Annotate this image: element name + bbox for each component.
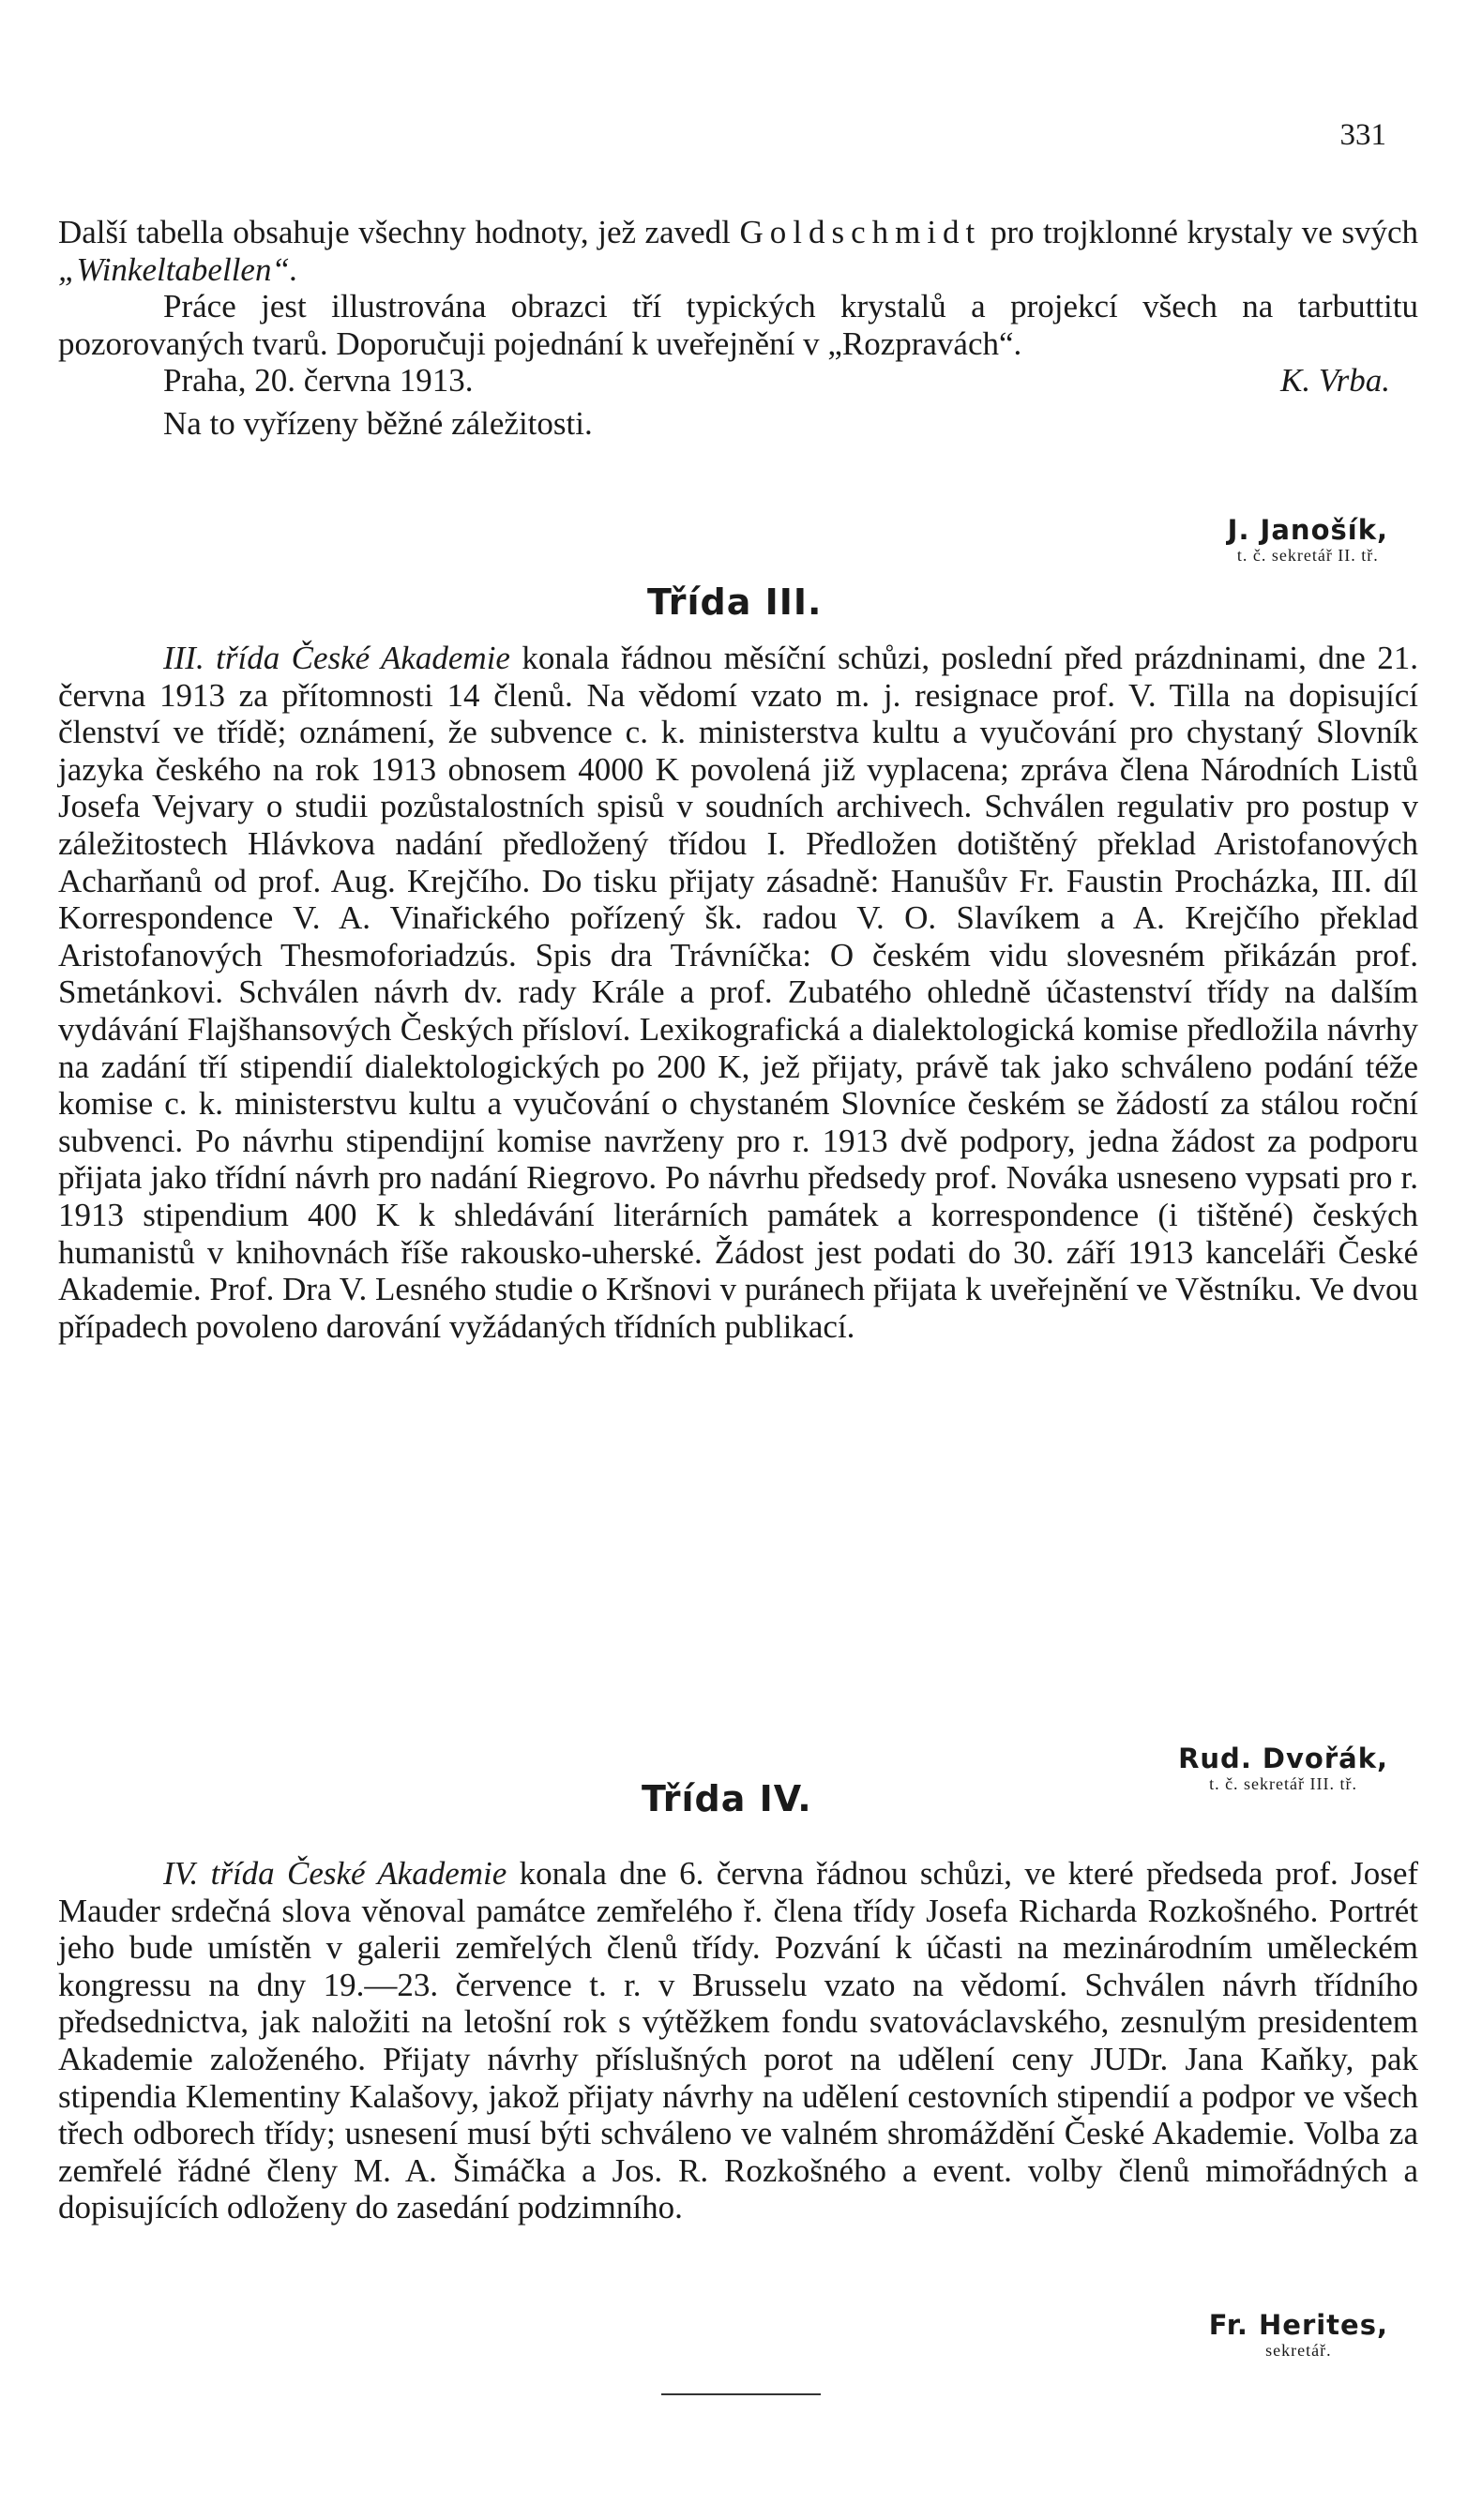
section-iii-text: konala řádnou měsíční schůzi, poslední před prázdninami, dne 21. června 1913 za přítomnosti 14 členů. Na vědomí vzato m. j. resignace prof. V. Tilla na dopisující členství ve třídě; oznámení, že subvence c. k. ministerstva kultu a vyučování pro chystaný Slovník jazyka českého na rok 1913 obnosem 4000 K povolená již vyplacena; zpráva člena Národních Listů Josefa Vejvary o studii pozůstalostních spisů v soudních archivech. Schválen regulativ pro postup v záležitostech Hlávkova nadání předložený třídou I. Předložen dotištěný překlad Aristofanových Acharňanů od prof. Aug. Krejčího. Do tisku přijaty zásadně: Hanušův Fr. Faustin Procházka, III. díl Korrespondence V. A. Vinařického pořízený šk. radou V. O. Slavíkem a A. Krejčího překlad Aristofanových Thesmoforiadzús. Spis dra Trávníčka: O českém vidu slovesném přikázán prof. Smetánkovi. Schválen návrh dv. rady Krále a prof. Zubatého ohledně účastenství třídy na dalším vydávání Flajšhansových Českých přísloví. Lexikografická a dialektologická komise předložila návrhy na zadání tří stipendií dialektologických po 200 K, jež přijaty, právě tak jako schváleno podání téže komise c. k. ministerstvu kultu a vyučování o chystaném Slovníce českém se žádostí za stálou roční subvenci. Po návrhu stipendijní komise navrženy pro r. 1913 dvě podpory, jedna žádost za podporu přijata jako třídní návrh pro nadání Riegrovo. Po návrhu předsedy prof. Nováka usneseno vypsati pro r. 1913 stipendium 400 K k shledávání literárních památek a korrespondence (i tištěné) českých humanistů v knihovnách říše rakousko-uherské. Žádost jest podati do 30. září 1913 kanceláři České Akademie. Prof. Dra V. Lesného studie o Kršnovi v puránech přijata k uveřejnění ve Věstníku. Ve dvou případech povoleno darování vyžádaných třídních publikací. — [58, 640, 1418, 1345]
section-iv-lead: IV. třída České Akademie — [163, 1855, 507, 1892]
signature-role: t. č. sekretář II. tř. — [1236, 546, 1379, 565]
section-iv-text: konala dne 6. června řádnou schůzi, ve které předseda prof. Josef Mauder srdečná slova věnoval památce zemřelého ř. člena třídy Josefa Richarda Rozkošného. Portrét jeho bude umístěn v galerii zemřelých členů třídy. Pozvání k účasti na mezinárodním uměleckém kongressu na dny 19.—23. července t. r. v Brusselu vzato na vědomí. Schválen návrh třídního předsednictva, jak naložiti na letošní rok s výtěžkem fondu svatováclavského, zesnulým presidentem Akademie založeného. Přijaty návrhy příslušných porot na udělení ceny JUDr. Jana Kaňky, pak stipendia Klementiny Kalašovy, jakož přijaty návrhy na udělení cestovních stipendií a podpor ve všech třech odborech třídy; usnesení musí býti schváleno ve valném shromáždění České Akademie. Volba za zemřelé řádné členy M. A. Šimáčka a Jos. R. Rozkošného a event. volby členů mimořádných a dopisujících odloženy do zasedání podzimního. — [58, 1855, 1419, 2226]
section-iii-lead: III. třída České Akademie — [163, 640, 510, 676]
end-rule — [661, 2393, 821, 2395]
place-date: Praha, 20. června 1913. — [163, 362, 474, 400]
goldschmidt-name: Goldschmidt — [739, 214, 982, 250]
signature-name: J. Janošík, — [1227, 514, 1388, 546]
signature-name: Rud. Dvořák, — [1178, 1743, 1388, 1774]
settled-note: Na to vyřízeny běžné záležitosti. — [163, 404, 593, 442]
signature-herites — [1209, 2309, 1388, 2361]
date-author-row — [58, 362, 1418, 400]
signature-janosik — [1228, 514, 1388, 566]
page-number: 331 — [1339, 118, 1386, 152]
signature-role: sekretář. — [1265, 2341, 1332, 2360]
signature-name: Fr. Herites, — [1208, 2309, 1388, 2341]
intro-paragraph-1 — [58, 214, 1418, 288]
signature-dvorak — [1178, 1743, 1388, 1794]
section-heading-iv: Třída IV. — [642, 1778, 812, 1819]
section-iv-body — [58, 1855, 1418, 2226]
author-vrba: K. Vrba. — [1280, 362, 1390, 400]
signature-role: t. č. sekretář III. tř. — [1209, 1774, 1357, 1793]
winkeltabellen-title: „Winkeltabellen“. — [58, 250, 298, 288]
section-heading-iii: Třída III. — [647, 581, 823, 623]
intro-block — [58, 214, 1418, 443]
intro-text-b: pro trojklonné krystaly ve svých — [981, 214, 1419, 250]
section-iii-body — [58, 640, 1418, 1345]
intro-paragraph-2: Práce jest illustrována obrazci tří typických krystalů a projekcí všech na tarbuttitu pozorovaných tvarů. Doporučuji pojednání k uveřejnění v „Rozpravách“. — [58, 288, 1418, 362]
intro-text-a: Další tabella obsahuje všechny hodnoty, jež zavedl — [58, 214, 740, 250]
